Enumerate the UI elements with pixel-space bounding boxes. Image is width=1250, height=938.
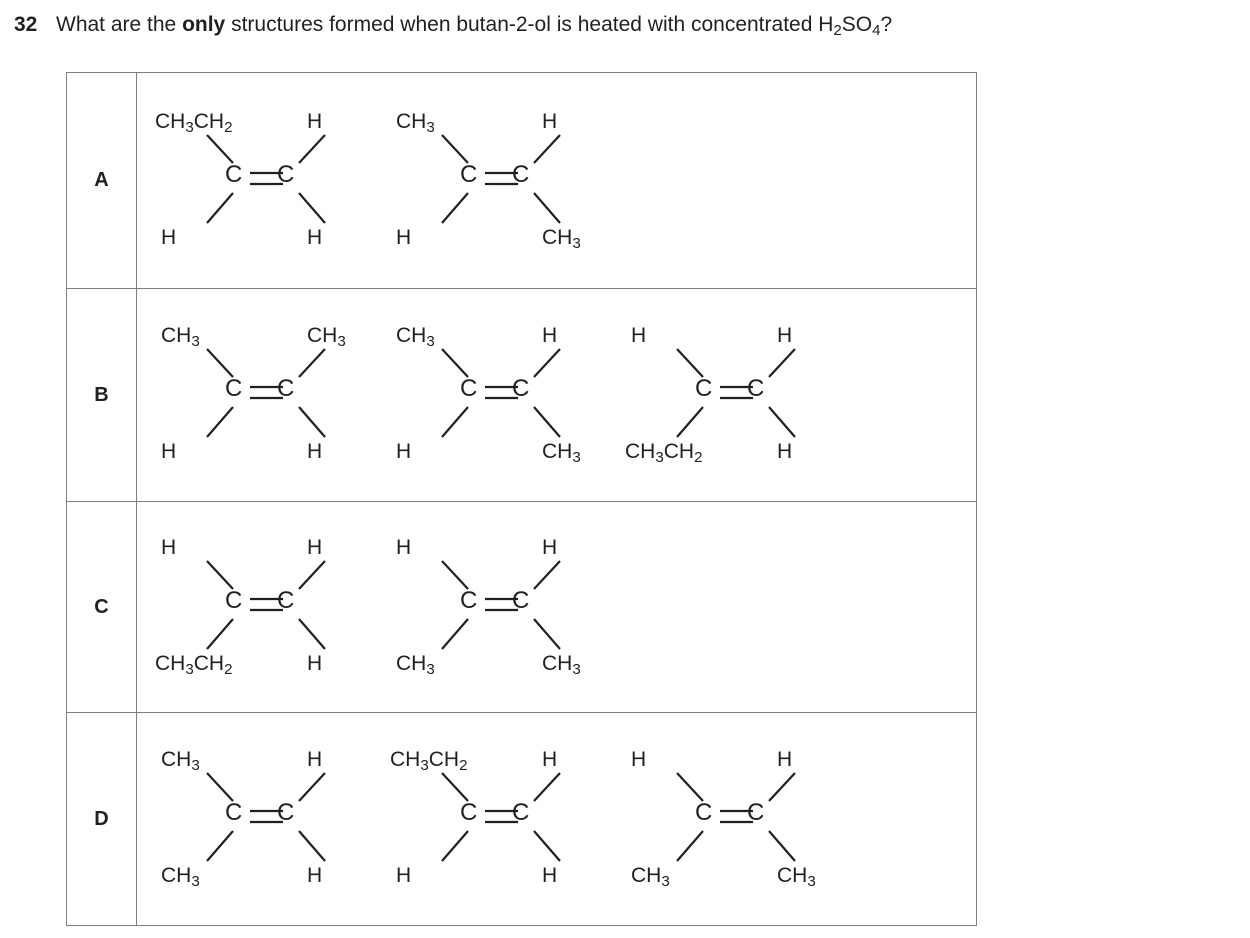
substituent-top-right: H [777,748,793,771]
molecule-structure [390,739,625,899]
question-number: 32 [14,13,38,36]
substituent-top-left: $CH_3CH_2$ [390,748,468,774]
question-subscript-2: 4 [872,21,881,39]
substituent-bottom-right: H [307,864,323,887]
substituent-bottom-left: $CH_3$ [396,652,435,678]
substituent-bottom-right: H [307,225,323,249]
substituent-top-left: $CH_3CH_2$ [155,109,233,136]
carbon-atom-right: C [277,799,295,826]
carbon-atom-left: C [695,799,713,826]
carbon-atom-left: C [225,375,243,402]
option-structures-a [137,73,976,288]
question-subscript-1: 2 [833,21,842,39]
substituent-top-left: $CH_3$ [161,748,200,774]
substituent-top-right: H [307,748,323,771]
substituent-bottom-right: H [307,440,323,463]
option-row-b[interactable] [67,289,976,502]
substituent-bottom-right: $CH_3$ [542,652,581,678]
carbon-atom-left: C [460,375,478,402]
molecule-structure [155,101,390,261]
substituent-top-right: H [542,324,558,347]
carbon-atom-right: C [512,160,530,188]
substituent-bottom-right: $CH_3$ [777,864,816,890]
carbon-atom-left: C [460,799,478,826]
molecule-structure [155,739,390,899]
substituent-top-left: H [631,324,647,347]
option-row-d[interactable] [67,713,976,925]
option-letter-d: D [67,713,137,925]
substituent-top-right: H [542,748,558,771]
substituent-bottom-left: $CH_3CH_2$ [625,440,703,466]
question-line [14,12,1230,41]
question-text [56,12,892,41]
question-text-part-4: ? [880,13,893,36]
substituent-top-right: H [307,536,323,559]
option-structures-b [137,289,976,501]
option-structures-d [137,713,976,925]
molecule-structure [155,527,390,687]
substituent-top-left: H [631,748,647,771]
substituent-bottom-right: H [542,864,558,887]
option-row-c[interactable] [67,502,976,713]
molecule-structure [155,315,390,475]
carbon-atom-left: C [225,160,243,188]
molecule-structure [625,739,860,899]
carbon-atom-left: C [225,587,243,614]
carbon-atom-right: C [747,375,765,402]
substituent-top-left: H [161,536,177,559]
carbon-atom-left: C [695,375,713,402]
substituent-top-right: H [777,324,793,347]
substituent-bottom-left: H [396,440,412,463]
carbon-atom-right: C [277,160,295,188]
question-text-part-3: SO [841,13,873,36]
substituent-bottom-right: H [777,440,793,463]
option-structures-c [137,502,976,712]
substituent-bottom-left: H [396,225,412,249]
carbon-atom-right: C [512,799,530,826]
options-table [66,72,977,926]
substituent-top-right: H [542,109,558,133]
molecule-structure [625,315,860,475]
substituent-top-left: H [396,536,412,559]
carbon-atom-right: C [512,375,530,402]
molecule-structure [390,101,625,261]
question-text-bold: only [182,13,226,36]
substituent-bottom-left: $CH_3CH_2$ [155,652,233,678]
carbon-atom-left: C [225,799,243,826]
molecule-structure [390,315,625,475]
molecule-structure [390,527,625,687]
substituent-top-left: $CH_3$ [396,324,435,350]
question-text-part-2: structures formed when butan-2-ol is heated with concentrated H [225,13,834,36]
substituent-top-left: $CH_3$ [161,324,200,350]
carbon-atom-right: C [277,375,295,402]
substituent-top-right: H [542,536,558,559]
substituent-bottom-right: H [307,652,323,675]
substituent-bottom-left: H [396,864,412,887]
substituent-top-right: H [307,109,323,133]
carbon-atom-left: C [460,160,478,188]
carbon-atom-left: C [460,587,478,614]
option-letter-b: B [67,289,137,501]
substituent-bottom-left: H [161,225,177,249]
option-letter-a: A [67,73,137,288]
substituent-bottom-left: $CH_3$ [631,864,670,890]
carbon-atom-right: C [747,799,765,826]
substituent-bottom-left: $CH_3$ [161,864,200,890]
substituent-bottom-right: $CH_3$ [542,440,581,466]
substituent-bottom-right: $CH_3$ [542,225,581,252]
carbon-atom-right: C [512,587,530,614]
substituent-bottom-left: H [161,440,177,463]
carbon-atom-right: C [277,587,295,614]
substituent-top-right: $CH_3$ [307,324,346,350]
option-row-a[interactable] [67,73,976,289]
question-text-part-1: What are the [56,13,183,36]
option-letter-c: C [67,502,137,712]
substituent-top-left: $CH_3$ [396,109,435,136]
